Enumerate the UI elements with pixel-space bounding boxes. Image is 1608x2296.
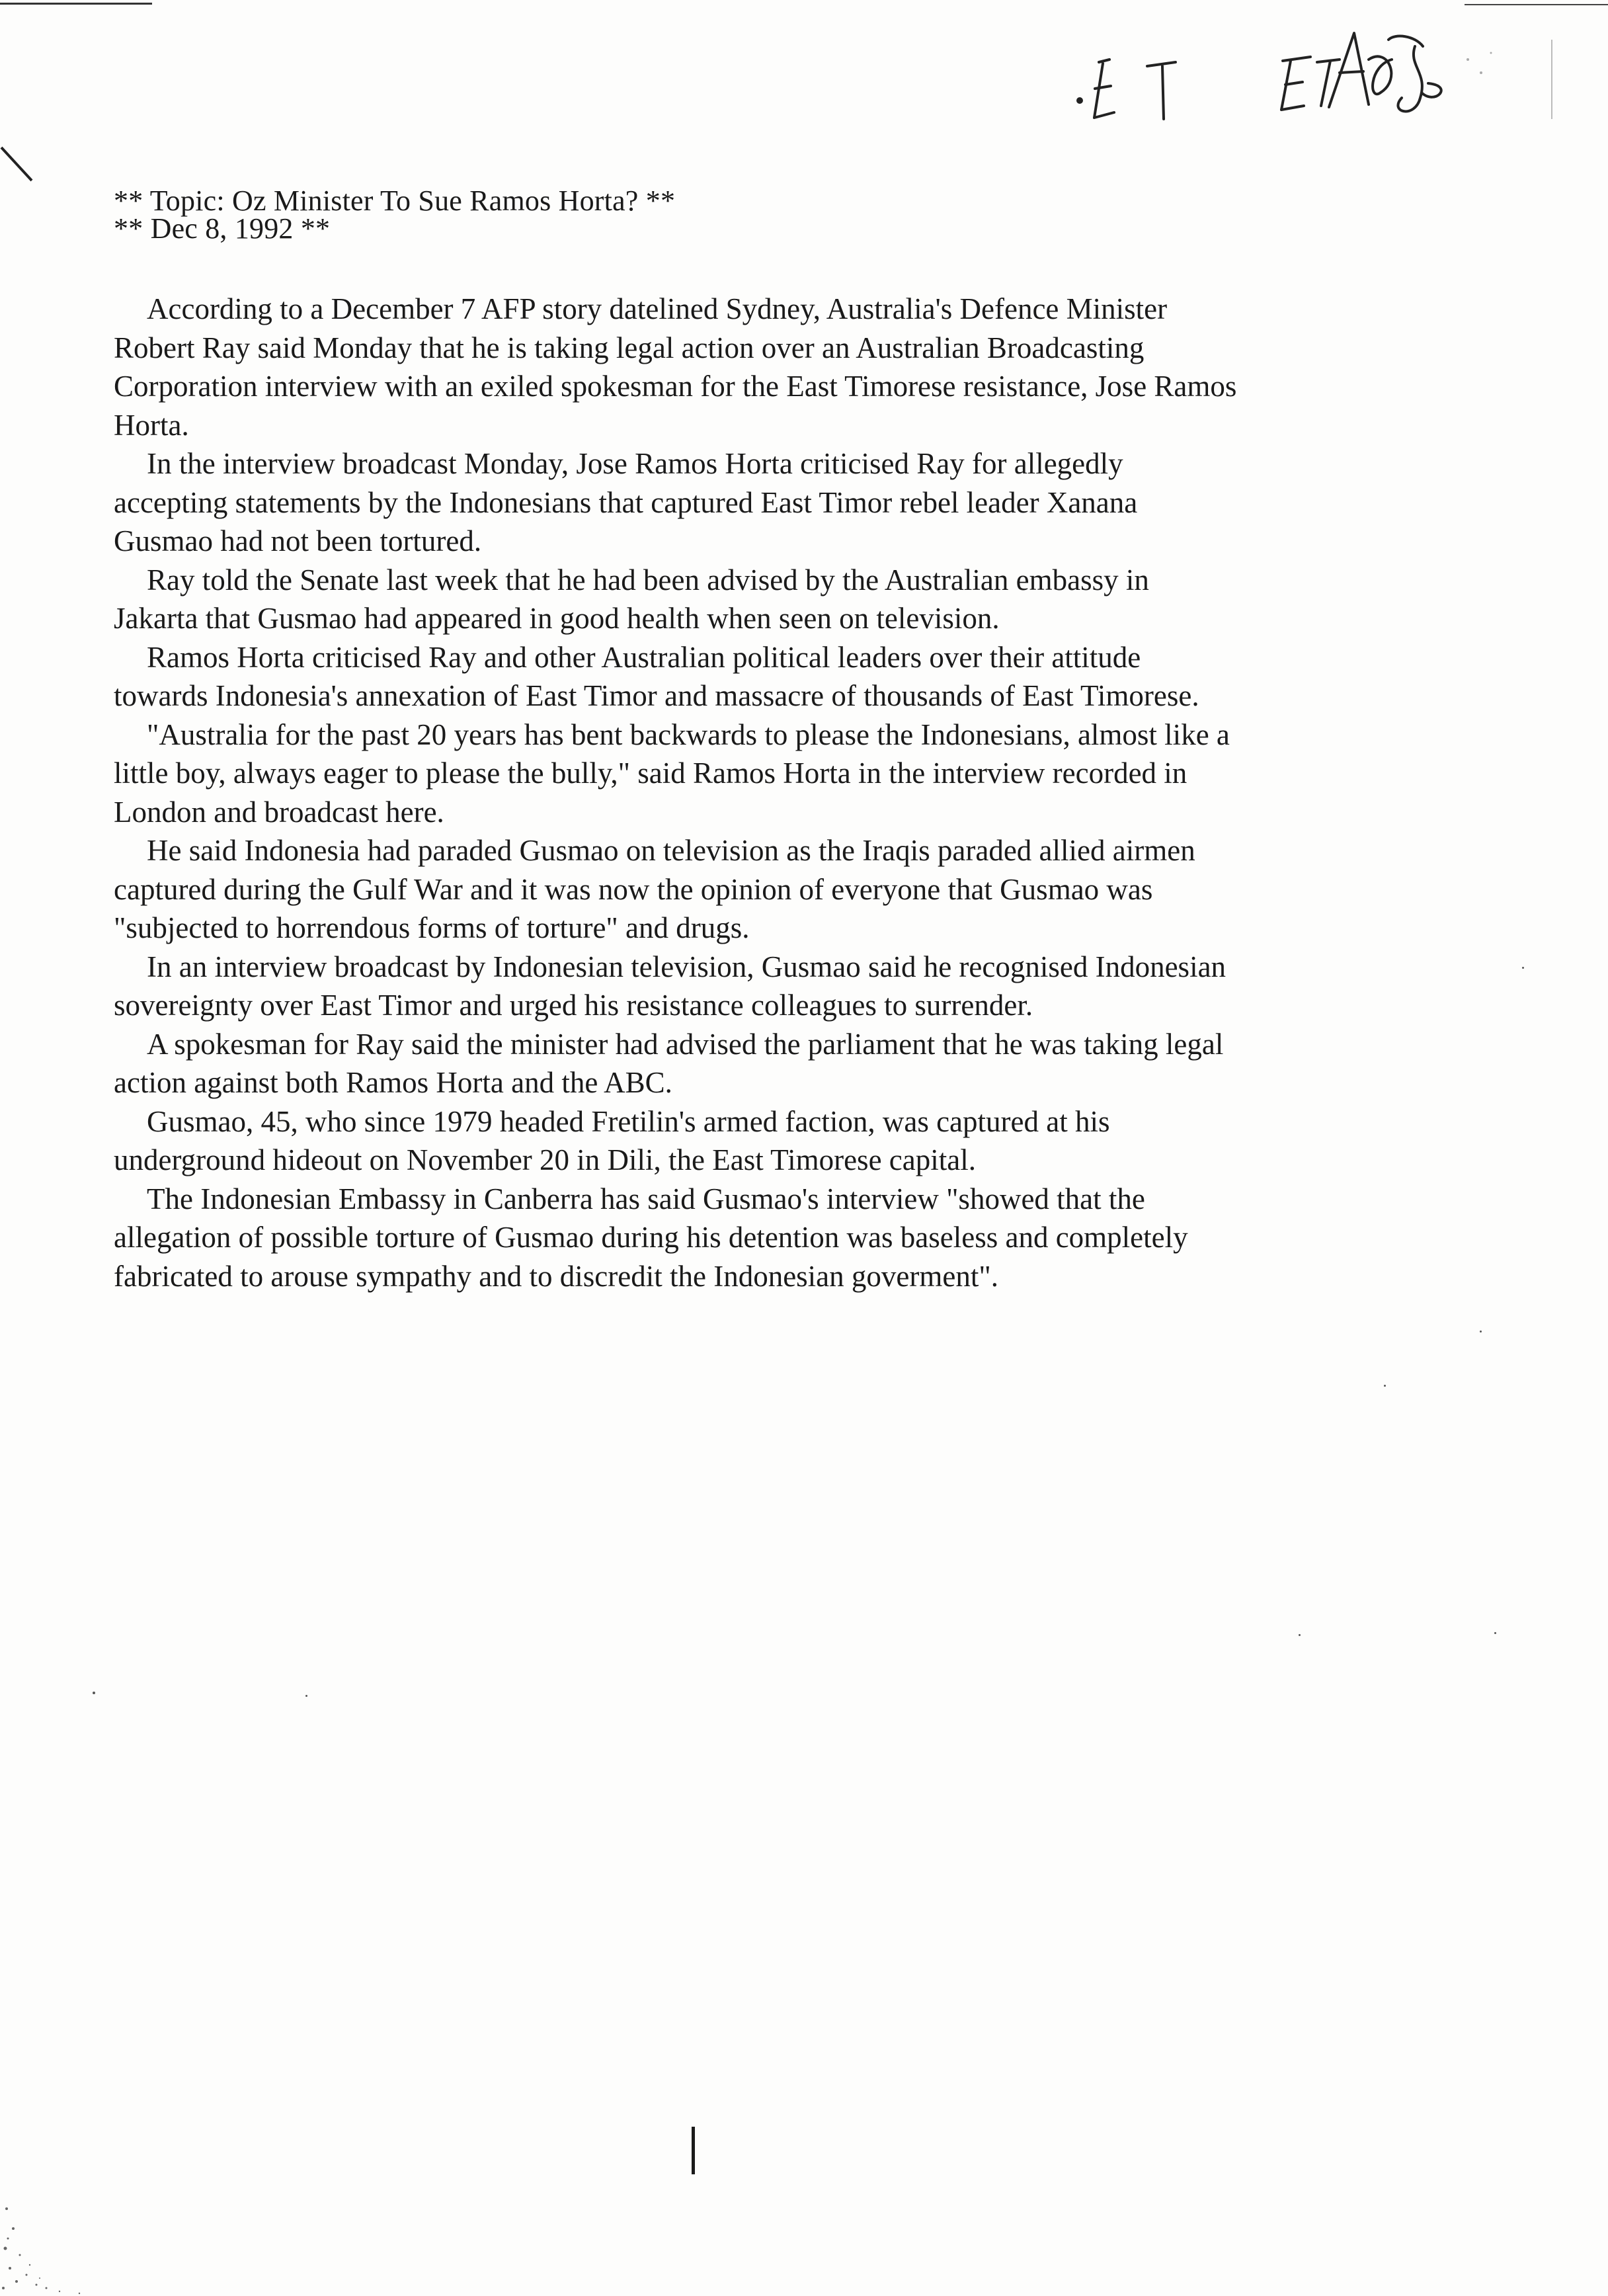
page-number-mark	[692, 2127, 695, 2174]
scan-edge-line-right	[1465, 4, 1608, 5]
document-header	[114, 184, 676, 245]
topic-line: ** Topic: Oz Minister To Sue Ramos Horta? **	[114, 184, 676, 217]
scan-speck	[93, 1692, 95, 1694]
scan-speck	[1384, 1385, 1386, 1387]
article-body	[114, 290, 1238, 1295]
corner-slash-mark	[0, 142, 40, 188]
paragraph: He said Indonesia had paraded Gusmao on television as the Iraqis paraded allied airmen captured during the Gulf War and it was now the opinion of everyone that Gusmao was "subjected to horrendous forms of torture" and drugs.	[114, 834, 1195, 944]
scan-noise-corner	[0, 2182, 119, 2296]
paragraph: Ramos Horta criticised Ray and other Australian political leaders over their attitude towards Indonesia's annexation of East Timor and massacre of thousands of East Timorese.	[114, 640, 1199, 712]
paragraph: According to a December 7 AFP story datelined Sydney, Australia's Defence Minister Robert Ray said Monday that he is taking legal action over an Australian Broadcasting Corporation interview with an exiled spokesman for the East Timorese resistance, Jose Ramos Horta.	[114, 292, 1237, 442]
paragraph: In the interview broadcast Monday, Jose Ramos Horta criticised Ray for allegedly accepting statements by the Indonesians that captured East Timor rebel leader Xanana Gusmao had not been tortured.	[114, 447, 1138, 557]
paragraph: "Australia for the past 20 years has bent backwards to please the Indonesians, almost like a little boy, always eager to please the bully," said Ramos Horta in the interview recorded in London and broadcast here.	[114, 718, 1230, 829]
paragraph: A spokesman for Ray said the minister had advised the parliament that he was taking legal action against both Ramos Horta and the ABC.	[114, 1027, 1224, 1099]
paragraph: Ray told the Senate last week that he had been advised by the Australian embassy in Jakarta that Gusmao had appeared in good health when seen on television.	[114, 563, 1149, 635]
paragraph: Gusmao, 45, who since 1979 headed Fretilin's armed faction, was captured at his underground hideout on November 20 in Dili, the East Timorese capital.	[114, 1104, 1110, 1176]
date-line: ** Dec 8, 1992 **	[114, 212, 331, 245]
handwritten-note-image	[1058, 20, 1521, 132]
scan-edge-shadow	[1551, 40, 1552, 119]
paragraph: The Indonesian Embassy in Canberra has said Gusmao's interview "showed that the allegation of possible torture of Gusmao during his detention was baseless and completely fabricated to arouse sympathy and to discredit the Indonesian goverment".	[114, 1182, 1188, 1293]
scan-edge-line-left	[0, 3, 152, 5]
scan-speck	[1522, 967, 1524, 969]
scan-speck	[1494, 1632, 1496, 1634]
scan-speck	[305, 1695, 307, 1697]
scan-speck	[1480, 1331, 1482, 1332]
paragraph: In an interview broadcast by Indonesian television, Gusmao said he recognised Indonesian sovereignty over East Timor and urged his resistance colleagues to surrender.	[114, 950, 1226, 1022]
scan-speck	[1299, 1634, 1301, 1636]
